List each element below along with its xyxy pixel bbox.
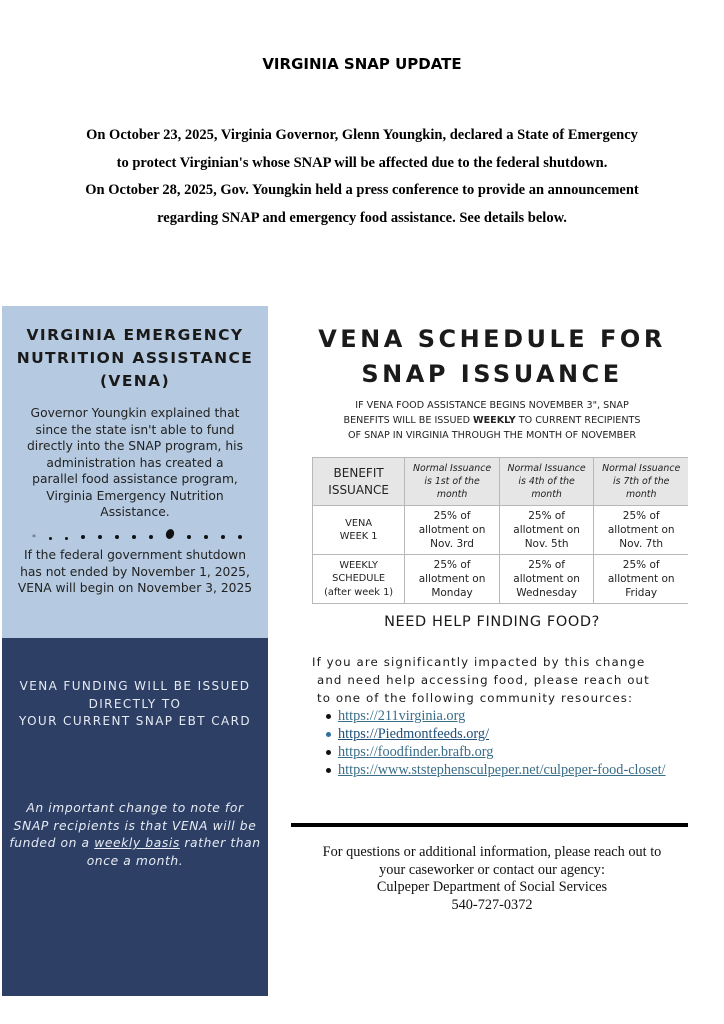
cell-text: 25% of: [433, 510, 471, 522]
weekly-change-note: [2, 800, 268, 870]
table-cell: [499, 506, 594, 555]
cell-text: Nov. 3rd: [430, 538, 474, 550]
cell-text: Monday: [431, 587, 473, 599]
cell-text: SCHEDULE: [332, 573, 386, 585]
schedule-subtitle-line: OF SNAP IN VIRGINIA THROUGH THE MONTH OF NOVEMBER: [348, 430, 636, 441]
list-item: [326, 743, 666, 761]
weekly-basis-emphasis: weekly basis: [94, 836, 180, 850]
intro-paragraph: [40, 122, 684, 232]
subtitle-text: TO CURRENT RECIPIENTS: [515, 415, 641, 426]
dot-icon: [221, 535, 225, 539]
vena-description-line: parallel food assistance program,: [32, 472, 238, 486]
vena-start-notice: [8, 547, 262, 597]
schedule-subtitle-line: IF VENA FOOD ASSISTANCE BEGINS NOVEMBER 3", SNAP: [355, 400, 629, 411]
row-label-cell: [313, 506, 405, 555]
dot-icon: [187, 535, 191, 539]
row-label-cell: [313, 555, 405, 604]
help-description: [312, 653, 702, 707]
column-header: [405, 458, 500, 506]
schedule-title-line: SNAP ISSUANCE: [361, 360, 623, 388]
link-piedmontfeeds[interactable]: https://Piedmontfeeds.org/: [338, 726, 490, 742]
cell-text: (after week 1): [324, 586, 394, 598]
list-item: [326, 761, 666, 779]
table-cell: [594, 555, 688, 604]
header-text: Normal Issuance: [507, 463, 586, 474]
header-text: is 4th of the: [518, 476, 575, 487]
schedule-subtitle: [300, 398, 684, 443]
table-header-row: [313, 458, 689, 506]
cell-text: allotment on: [513, 524, 580, 536]
cell-text: 25% of: [528, 510, 565, 522]
cell-text: WEEK 1: [339, 531, 378, 542]
header-text: is 7th of the: [612, 476, 670, 487]
vena-description-line: since the state isn't able to fund: [35, 422, 235, 437]
table-row: [313, 555, 689, 604]
vena-description: [12, 405, 258, 521]
column-header: [499, 458, 594, 506]
dot-icon: [115, 535, 119, 539]
section-divider: [291, 823, 688, 827]
schedule-title: [290, 322, 694, 392]
help-line: and need help accessing food, please reach out: [317, 673, 650, 687]
intro-line: On October 23, 2025, Virginia Governor, Glenn Youngkin, declared a State of Emergency: [86, 127, 638, 143]
cell-text: 25% of: [433, 559, 471, 571]
contact-info: [290, 844, 694, 914]
star-icon: *: [32, 532, 36, 542]
header-text: is 1st of the: [424, 476, 480, 487]
note-line: once a month.: [86, 853, 184, 868]
schedule-title-line: VENA SCHEDULE FOR: [318, 325, 666, 353]
agency-name: Culpeper Department of Social Services: [376, 879, 608, 895]
column-header: [594, 458, 688, 506]
bullet-icon: [326, 732, 331, 737]
dot-icon: [65, 537, 68, 540]
intro-line: On October 28, 2025, Gov. Youngkin held a press conference to provide an announcement: [85, 182, 639, 198]
dotted-divider: [32, 530, 242, 544]
vena-description-line: directly into the SNAP program, his: [27, 439, 243, 453]
dot-icon: [149, 535, 153, 539]
bullet-icon: [326, 714, 331, 719]
cell-text: WEEKLY: [339, 559, 378, 571]
phone-number: 540-727-0372: [451, 896, 533, 913]
contact-line: your caseworker or contact our agency:: [379, 861, 605, 878]
note-line: [2, 835, 268, 853]
dot-icon: [81, 535, 85, 539]
cell-text: allotment on: [607, 573, 675, 585]
link-foodfinder[interactable]: https://foodfinder.brafb.org: [338, 744, 494, 760]
weekly-emphasis: WEEKLY: [473, 415, 516, 426]
vena-description-line: Governor Youngkin explained that: [30, 406, 240, 420]
help-heading: NEED HELP FINDING FOOD?: [384, 614, 600, 630]
vena-funding-panel: [2, 638, 268, 996]
link-ststephens-food-closet[interactable]: https://www.ststephensculpeper.net/culpeper-food-closet/: [338, 762, 666, 778]
funding-line: YOUR CURRENT SNAP EBT CARD: [19, 714, 251, 728]
header-text: BENEFIT: [333, 465, 384, 480]
vena-heading: [2, 324, 268, 393]
table-cell: [594, 506, 688, 555]
cell-text: allotment on: [513, 573, 580, 585]
funding-line: VENA FUNDING WILL BE ISSUED: [19, 679, 251, 693]
cell-text: 25% of: [622, 510, 660, 522]
cell-text: allotment on: [418, 524, 486, 536]
header-text: ISSUANCE: [328, 482, 389, 497]
cell-text: allotment on: [418, 573, 486, 585]
vena-heading-line: (VENA): [99, 372, 171, 390]
cell-text: Nov. 5th: [524, 538, 569, 550]
vena-heading-line: NUTRITION ASSISTANCE: [16, 349, 254, 367]
note-line: An important change to note for: [26, 801, 244, 815]
header-text: month: [436, 489, 468, 500]
cell-text: 25% of: [622, 559, 660, 571]
bullet-icon: [326, 768, 331, 773]
page-title: VIRGINIA SNAP UPDATE: [262, 55, 462, 73]
vena-start-line: If the federal government shutdown: [23, 548, 246, 562]
vena-description-line: Virginia Emergency Nutrition: [46, 488, 224, 503]
vena-start-line: has not ended by November 1, 2025,: [20, 564, 250, 579]
vena-start-line: VENA will begin on November 3, 2025: [17, 581, 253, 595]
schedule-subtitle-line: [300, 413, 684, 428]
link-211virginia[interactable]: https://211virginia.org: [338, 708, 466, 724]
vena-description-line: Assistance.: [100, 505, 170, 519]
table-cell: [405, 506, 500, 555]
contact-line: For questions or additional information, please reach out to: [322, 844, 662, 860]
vena-description-line: administration has created a: [46, 455, 224, 470]
dot-icon: [49, 537, 52, 540]
vena-info-panel: [2, 306, 268, 638]
dot-icon: [238, 535, 242, 539]
funding-notice: [2, 678, 268, 731]
funding-line: DIRECTLY TO: [88, 696, 182, 711]
cell-text: VENA: [345, 517, 373, 529]
vena-heading-line: VIRGINIA EMERGENCY: [26, 326, 244, 344]
help-line: If you are significantly impacted by this change: [312, 655, 646, 669]
list-item: [326, 707, 666, 725]
cell-text: Wednesday: [516, 587, 577, 599]
resource-links-list: [326, 707, 666, 779]
cell-text: 25% of: [528, 559, 565, 571]
column-header: [313, 458, 405, 506]
subtitle-text: BENEFITS WILL BE ISSUED: [343, 415, 474, 426]
list-item: [326, 725, 666, 743]
note-text: rather than: [179, 836, 261, 850]
cell-text: Nov. 7th: [619, 538, 664, 550]
cell-text: Friday: [625, 587, 658, 599]
intro-line: to protect Virginian's whose SNAP will be affected due to the federal shutdown.: [116, 154, 608, 171]
table-cell: [405, 555, 500, 604]
header-text: month: [625, 489, 657, 500]
dot-icon: [204, 535, 208, 539]
help-line: to one of the following community resources:: [317, 691, 634, 705]
large-dot-icon: [165, 528, 176, 540]
issuance-schedule-table: [312, 457, 688, 604]
intro-line: regarding SNAP and emergency food assistance. See details below.: [157, 209, 567, 226]
note-line: SNAP recipients is that VENA will be: [13, 818, 257, 833]
header-text: Normal Issuance: [412, 463, 492, 474]
table-cell: [499, 555, 594, 604]
bullet-icon: [326, 750, 331, 755]
header-text: month: [531, 489, 562, 500]
dot-icon: [132, 535, 136, 539]
note-text: funded on a: [9, 836, 95, 850]
header-text: Normal Issuance: [602, 463, 681, 474]
dot-icon: [98, 535, 102, 539]
cell-text: allotment on: [607, 524, 675, 536]
table-row: [313, 506, 689, 555]
